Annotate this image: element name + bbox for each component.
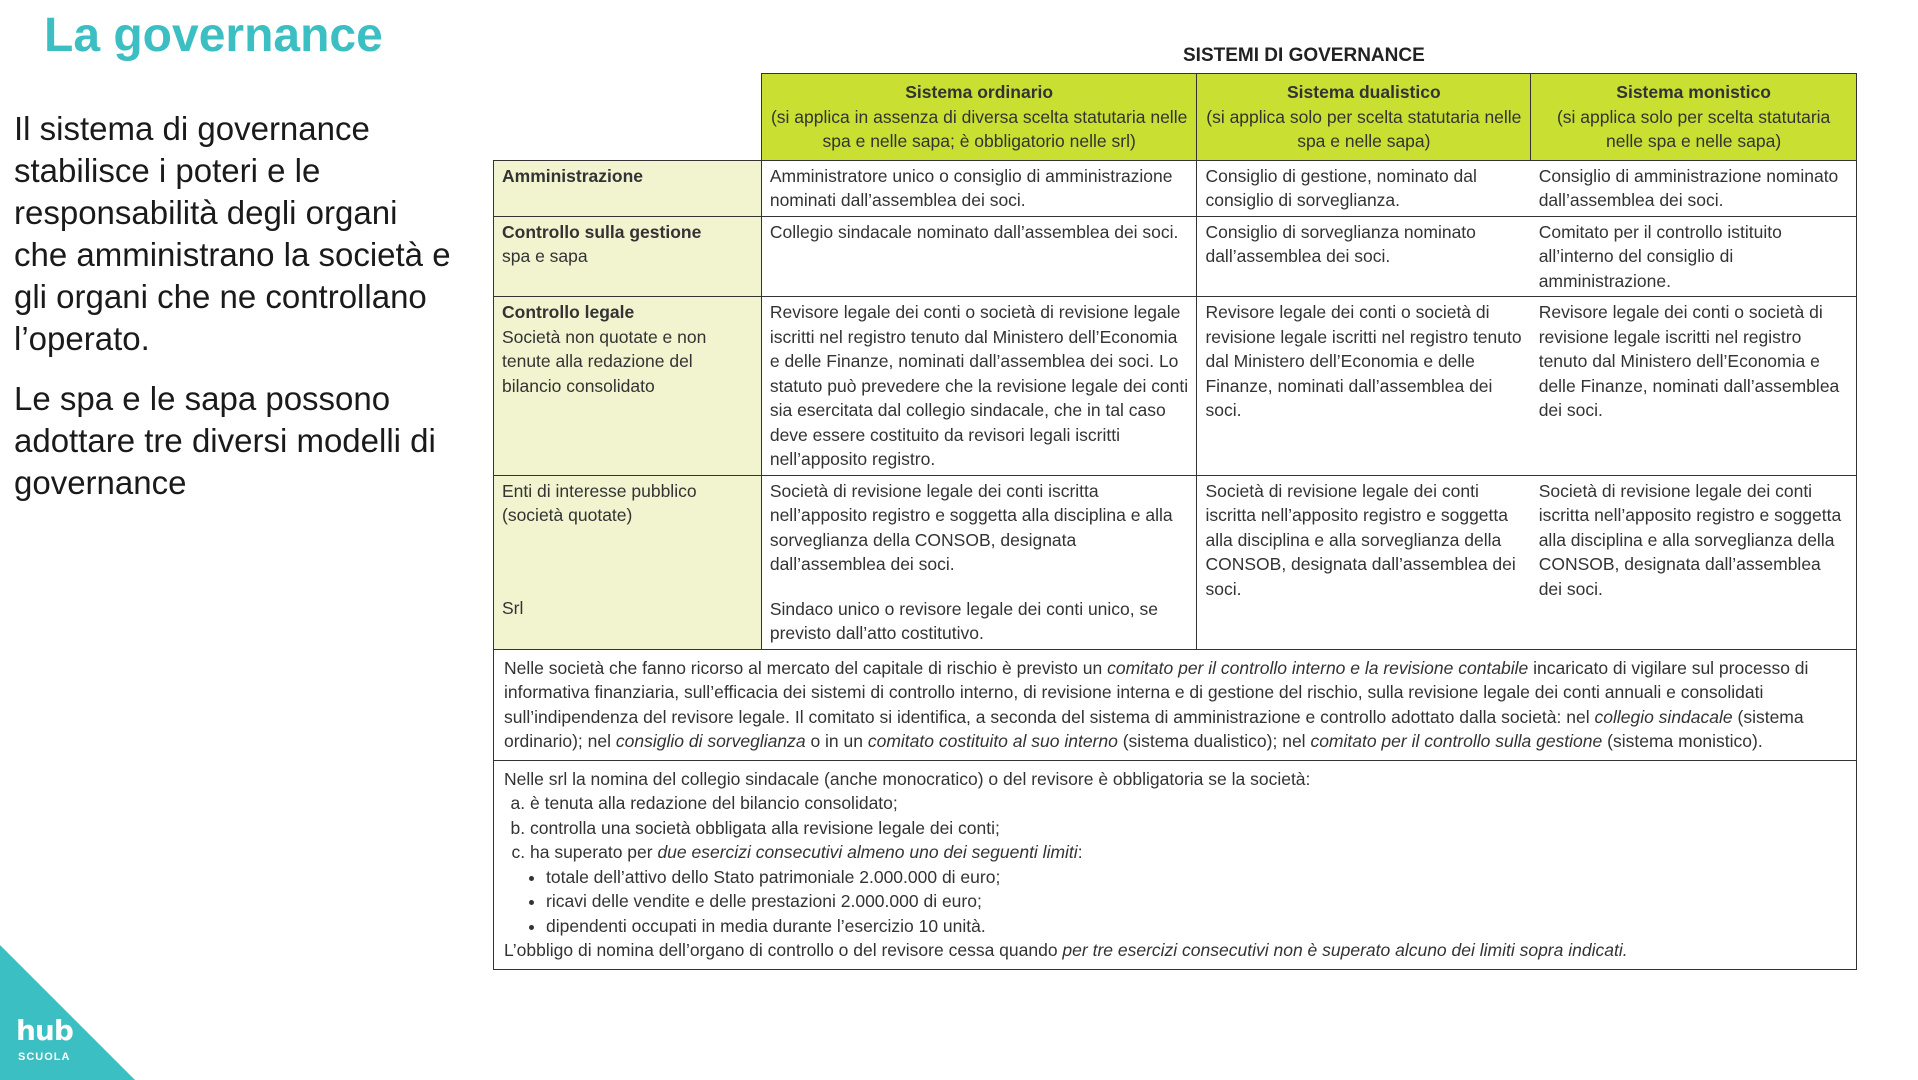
note-row-1 [494, 649, 1857, 760]
header-monistico [1531, 74, 1857, 161]
cell-enti-ordinario: Società di revisione legale dei conti iscritta nell’apposito registro e soggetta alla disciplina e alla sorveglianza della CONSOB, designata dall’assemblea dei soci. [769, 480, 1173, 574]
note-srl-limits [504, 865, 1846, 939]
header-monistico-name: Sistema monistico [1616, 82, 1771, 102]
cell-srl-ordinario: Sindaco unico o revisore legale dei conti unico, se previsto dall’atto costitutivo. [769, 598, 1158, 643]
row-label-controllo-gestione: Controllo sulla gestione spa e sapa [494, 216, 762, 297]
header-monistico-note: (si applica solo per scelta statutaria nelle spa e nelle sapa) [1556, 106, 1831, 151]
governance-table [493, 73, 1857, 970]
list-item: c. ha superato per due esercizi consecutivi almeno uno dei seguenti limiti: [530, 840, 1846, 865]
header-dualistico-name: Sistema dualistico [1287, 82, 1441, 102]
logo-sub: SCUOLA [18, 1051, 71, 1063]
table-row [494, 475, 1857, 649]
row-label-enti: Enti di interesse pubblico (società quotate) [502, 480, 697, 525]
list-item: • dipendenti occupati in media durante l’esercizio 10 unità. [546, 914, 1846, 939]
header-row [494, 74, 1857, 161]
table-title: SISTEMI DI GOVERNANCE [1183, 45, 1425, 66]
logo-main: hub [16, 1014, 73, 1047]
cell-enti-monistico: Società di revisione legale dei conti iscritta nell’apposito registro e soggetta alla disciplina e alla sorveglianza della CONSOB, designata dall’assemblea dei soci. [1531, 475, 1857, 649]
slide-title: La governance [44, 9, 383, 62]
table-row [494, 160, 1857, 216]
note-row-2 [494, 760, 1857, 969]
note-srl [494, 760, 1857, 969]
cell-controllo-legale-ordinario: Revisore legale dei conti o società di revisione legale iscritti nel registro tenuto dal Ministero dell’Economia e delle Finanze, nominati dall’assemblea dei soci. Lo statuto può prevedere che la revisione legale dei conti sia esercitata dal collegio sindacale, che in tal caso deve essere costituito da revisori legali iscritti nell’apposito registro. [761, 297, 1197, 476]
note-srl-intro: Nelle srl la nomina del collegio sindacale (anche monocratico) o del revisore è obbligatoria se la società: [504, 768, 1311, 789]
row-label-enti-srl [494, 475, 762, 649]
note-srl-list [504, 791, 1846, 865]
row-label-controllo-legale: Controllo legale Società non quotate e non tenute alla redazione del bilancio consolidato [494, 297, 762, 476]
cell-controllo-gestione-dualistico: Consiglio di sorveglianza nominato dall’assemblea dei soci. [1197, 216, 1531, 297]
list-item: a. è tenuta alla redazione del bilancio consolidato; [530, 791, 1846, 816]
header-dualistico-note: (si applica solo per scelta statutaria nelle spa e nelle sapa) [1206, 106, 1522, 151]
cell-controllo-gestione-monistico: Comitato per il controllo istituito all’interno del consiglio di amministrazione. [1531, 216, 1857, 297]
cell-controllo-legale-dualistico: Revisore legale dei conti o società di revisione legale iscritti nel registro tenuto dal Ministero dell’Economia e delle Finanze, nominati dall’assemblea dei soci. [1197, 297, 1531, 476]
list-item: • ricavi delle vendite e delle prestazioni 2.000.000 di euro; [546, 889, 1846, 914]
row-label-amministrazione: Amministrazione [494, 160, 762, 216]
cell-amministrazione-monistico: Consiglio di amministrazione nominato dall’assemblea dei soci. [1531, 160, 1857, 216]
row-label-srl: Srl [502, 597, 524, 618]
table-row [494, 216, 1857, 297]
cell-controllo-gestione-ordinario: Collegio sindacale nominato dall’assemblea dei soci. [761, 216, 1197, 297]
table-row [494, 297, 1857, 476]
hub-scuola-logo [0, 945, 135, 1080]
header-ordinario [761, 74, 1197, 161]
note-comitato: Nelle società che fanno ricorso al mercato del capitale di rischio è previsto un comitato per il controllo interno e la revisione contabile incaricato di vigilare sul processo di informativa finanziaria, sull’efficacia dei sistemi di controllo interno, di revisione interna e di gestione del rischio, sulla revisione legale dei conti annuali e consolidati sull’indipendenza del revisore legale. Il comitato si identifica, a seconda del sistema di amministrazione e controllo adottato dalla società: nel collegio sindacale (sistema ordinario); nel consiglio di sorveglianza o in un comitato costituito al suo interno (sistema dualistico); nel comitato per il controllo sulla gestione (sistema monistico). [494, 649, 1857, 760]
cell-enti-srl-ordinario [761, 475, 1197, 649]
cell-enti-dualistico: Società di revisione legale dei conti iscritta nell’apposito registro e soggetta alla disciplina e alla sorveglianza della CONSOB, designata dall’assemblea dei soci. [1197, 475, 1531, 649]
note-srl-closing: L’obbligo di nomina dell’organo di controllo o del revisore cessa quando per tre esercizi consecutivi non è superato alcuno dei limiti sopra indicati. [504, 940, 1628, 960]
intro-paragraph-1: Il sistema di governance stabilisce i poteri e le responsabilità degli organi che amministrano la società e gli organi che ne controllano l’operato. [14, 110, 451, 357]
header-ordinario-note: (si applica in assenza di diversa scelta statutaria nelle spa e nelle sapa; è obbligatorio nelle srl) [770, 106, 1188, 151]
header-ordinario-name: Sistema ordinario [905, 82, 1054, 102]
cell-controllo-legale-monistico: Revisore legale dei conti o società di revisione legale iscritti nel registro tenuto dal Ministero dell’Economia e delle Finanze, nominati dall’assemblea dei soci. [1531, 297, 1857, 476]
intro-paragraph-2: Le spa e le sapa possono adottare tre diversi modelli di governance [14, 380, 436, 501]
intro-text [14, 108, 454, 522]
cell-amministrazione-dualistico: Consiglio di gestione, nominato dal consiglio di sorveglianza. [1197, 160, 1531, 216]
header-dualistico [1197, 74, 1531, 161]
cell-amministrazione-ordinario: Amministratore unico o consiglio di amministrazione nominati dall’assemblea dei soci. [761, 160, 1197, 216]
header-empty-cell [494, 74, 762, 161]
list-item: b. controlla una società obbligata alla revisione legale dei conti; [530, 816, 1846, 841]
list-item: • totale dell’attivo dello Stato patrimoniale 2.000.000 di euro; [546, 865, 1846, 890]
